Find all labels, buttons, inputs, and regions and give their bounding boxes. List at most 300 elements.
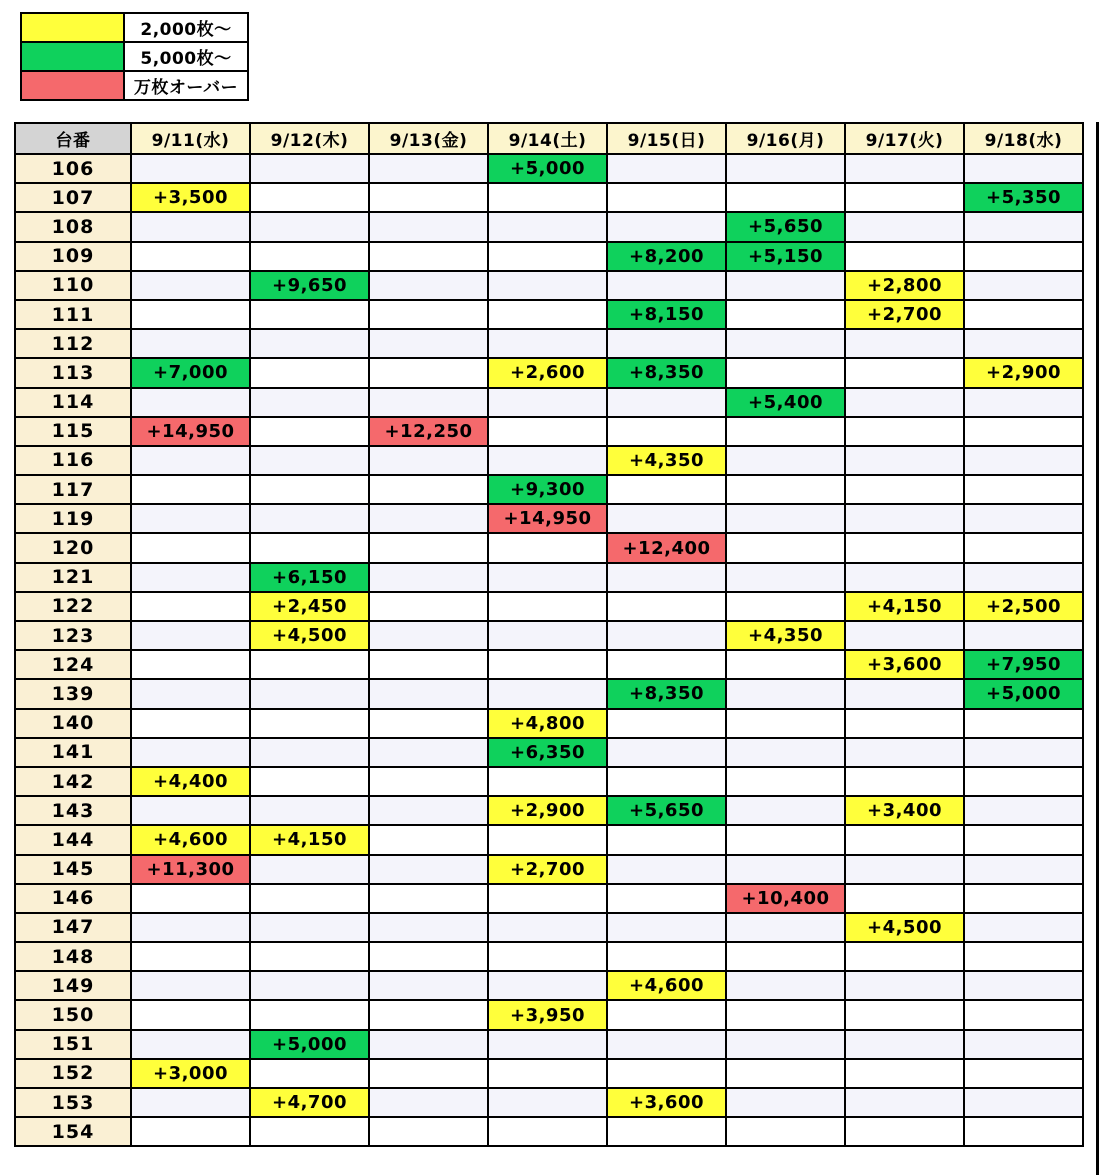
empty-cell [369,183,488,212]
empty-cell [131,679,250,708]
column-header-9/16(月): 9/16(月) [726,123,845,154]
result-cell-green: +8,350 [607,679,726,708]
table-row-144 [15,825,1083,854]
empty-cell [845,504,964,533]
empty-cell [369,1059,488,1088]
empty-cell [726,1059,845,1088]
result-cell-green: +6,350 [488,738,607,767]
empty-cell [726,1117,845,1146]
machine-number-cell: 109 [15,242,131,271]
empty-cell [131,621,250,650]
empty-cell [726,650,845,679]
machine-number-cell: 143 [15,796,131,825]
empty-cell [131,1088,250,1117]
results-table-head [15,123,1083,154]
legend-table [20,12,249,101]
table-row-145 [15,855,1083,884]
result-cell-green: +5,000 [488,154,607,183]
result-cell-yellow: +4,500 [845,913,964,942]
empty-cell [726,504,845,533]
empty-cell [369,913,488,942]
empty-cell [964,1000,1083,1029]
empty-cell [131,913,250,942]
result-cell-red: +10,400 [726,884,845,913]
empty-cell [726,154,845,183]
empty-cell [250,942,369,971]
empty-cell [964,417,1083,446]
corner-header: 台番 [15,123,131,154]
empty-cell [488,183,607,212]
empty-cell [607,475,726,504]
empty-cell [726,271,845,300]
empty-cell [607,1059,726,1088]
empty-cell [488,767,607,796]
result-cell-green: +9,300 [488,475,607,504]
column-header-9/18(水): 9/18(水) [964,123,1083,154]
empty-cell [488,621,607,650]
empty-cell [369,1117,488,1146]
machine-number-cell: 144 [15,825,131,854]
empty-cell [845,825,964,854]
result-cell-yellow: +3,950 [488,1000,607,1029]
empty-cell [250,242,369,271]
empty-cell [131,533,250,562]
empty-cell [964,533,1083,562]
empty-cell [369,709,488,738]
empty-cell [369,1088,488,1117]
header-row [15,123,1083,154]
table-row-150 [15,1000,1083,1029]
empty-cell [250,504,369,533]
empty-cell [131,650,250,679]
result-cell-red: +12,400 [607,533,726,562]
legend-label: 2,000枚〜 [124,13,248,42]
empty-cell [250,913,369,942]
empty-cell [607,709,726,738]
empty-cell [726,417,845,446]
table-row-123 [15,621,1083,650]
empty-cell [250,1000,369,1029]
empty-cell [726,709,845,738]
machine-number-cell: 148 [15,942,131,971]
empty-cell [369,884,488,913]
empty-cell [369,533,488,562]
empty-cell [726,767,845,796]
legend-body [21,13,248,100]
empty-cell [845,679,964,708]
machine-number-cell: 150 [15,1000,131,1029]
machine-number-cell: 121 [15,563,131,592]
empty-cell [369,300,488,329]
machine-number-cell: 147 [15,913,131,942]
empty-cell [250,1059,369,1088]
empty-cell [131,300,250,329]
empty-cell [369,621,488,650]
result-cell-red: +11,300 [131,855,250,884]
result-cell-red: +14,950 [131,417,250,446]
empty-cell [488,417,607,446]
empty-cell [607,825,726,854]
empty-cell [845,621,964,650]
table-row-122 [15,592,1083,621]
legend-row [21,13,248,42]
empty-cell [607,271,726,300]
empty-cell [726,679,845,708]
empty-cell [726,475,845,504]
empty-cell [488,825,607,854]
machine-number-cell: 116 [15,446,131,475]
empty-cell [726,1030,845,1059]
empty-cell [369,329,488,358]
empty-cell [131,212,250,241]
empty-cell [131,475,250,504]
empty-cell [726,913,845,942]
empty-cell [726,1000,845,1029]
empty-cell [607,738,726,767]
result-cell-yellow: +3,600 [607,1088,726,1117]
column-header-9/15(日): 9/15(日) [607,123,726,154]
empty-cell [607,1030,726,1059]
machine-number-cell: 120 [15,533,131,562]
table-row-108 [15,212,1083,241]
empty-cell [488,971,607,1000]
empty-cell [131,709,250,738]
empty-cell [488,446,607,475]
empty-cell [607,855,726,884]
empty-cell [131,563,250,592]
empty-cell [845,971,964,1000]
machine-number-cell: 113 [15,358,131,387]
result-cell-green: +8,150 [607,300,726,329]
empty-cell [726,971,845,1000]
machine-number-cell: 117 [15,475,131,504]
empty-cell [131,1117,250,1146]
adjacent-table-edge [1096,122,1099,1175]
result-cell-yellow: +4,150 [250,825,369,854]
empty-cell [250,679,369,708]
empty-cell [250,417,369,446]
empty-cell [131,446,250,475]
table-row-148 [15,942,1083,971]
empty-cell [964,913,1083,942]
result-cell-yellow: +3,600 [845,650,964,679]
empty-cell [726,825,845,854]
table-row-140 [15,709,1083,738]
table-row-120 [15,533,1083,562]
empty-cell [131,329,250,358]
empty-cell [250,446,369,475]
empty-cell [250,971,369,1000]
empty-cell [607,183,726,212]
empty-cell [964,621,1083,650]
empty-cell [964,971,1083,1000]
empty-cell [845,329,964,358]
result-cell-red: +14,950 [488,504,607,533]
empty-cell [964,271,1083,300]
empty-cell [845,855,964,884]
table-row-111 [15,300,1083,329]
empty-cell [964,709,1083,738]
empty-cell [369,855,488,884]
column-header-9/14(土): 9/14(土) [488,123,607,154]
legend-swatch-green [21,42,124,71]
empty-cell [250,796,369,825]
legend-row [21,71,248,100]
table-row-124 [15,650,1083,679]
empty-cell [250,300,369,329]
empty-cell [845,563,964,592]
empty-cell [131,1000,250,1029]
empty-cell [964,767,1083,796]
table-row-154 [15,1117,1083,1146]
result-cell-green: +7,000 [131,358,250,387]
empty-cell [250,358,369,387]
empty-cell [845,475,964,504]
empty-cell [607,1117,726,1146]
empty-cell [607,621,726,650]
empty-cell [250,212,369,241]
column-header-9/13(金): 9/13(金) [369,123,488,154]
column-header-9/11(水): 9/11(水) [131,123,250,154]
empty-cell [369,446,488,475]
empty-cell [964,1059,1083,1088]
empty-cell [369,592,488,621]
empty-cell [964,563,1083,592]
result-cell-yellow: +2,900 [964,358,1083,387]
empty-cell [607,388,726,417]
empty-cell [369,358,488,387]
empty-cell [488,592,607,621]
empty-cell [488,650,607,679]
empty-cell [131,504,250,533]
empty-cell [607,417,726,446]
empty-cell [726,942,845,971]
empty-cell [726,533,845,562]
table-row-143 [15,796,1083,825]
empty-cell [488,1059,607,1088]
results-table [14,122,1084,1147]
table-row-109 [15,242,1083,271]
machine-number-cell: 146 [15,884,131,913]
machine-number-cell: 123 [15,621,131,650]
empty-cell [369,1000,488,1029]
legend-label: 万枚オーバー [124,71,248,100]
empty-cell [369,504,488,533]
empty-cell [369,738,488,767]
empty-cell [964,942,1083,971]
table-row-112 [15,329,1083,358]
machine-number-cell: 140 [15,709,131,738]
result-cell-yellow: +2,800 [845,271,964,300]
machine-number-cell: 124 [15,650,131,679]
empty-cell [726,446,845,475]
result-cell-green: +8,200 [607,242,726,271]
empty-cell [131,388,250,417]
empty-cell [607,913,726,942]
empty-cell [369,650,488,679]
empty-cell [369,942,488,971]
empty-cell [726,855,845,884]
empty-cell [726,300,845,329]
machine-number-cell: 115 [15,417,131,446]
machine-number-cell: 142 [15,767,131,796]
empty-cell [369,271,488,300]
empty-cell [369,767,488,796]
legend-swatch-red [21,71,124,100]
machine-number-cell: 153 [15,1088,131,1117]
empty-cell [845,1000,964,1029]
empty-cell [607,592,726,621]
result-cell-green: +5,650 [607,796,726,825]
result-cell-yellow: +3,500 [131,183,250,212]
empty-cell [488,1117,607,1146]
empty-cell [845,183,964,212]
machine-number-cell: 145 [15,855,131,884]
result-cell-green: +6,150 [250,563,369,592]
result-cell-green: +8,350 [607,358,726,387]
empty-cell [845,884,964,913]
empty-cell [250,884,369,913]
machine-number-cell: 114 [15,388,131,417]
empty-cell [488,533,607,562]
empty-cell [488,679,607,708]
empty-cell [964,300,1083,329]
empty-cell [726,358,845,387]
empty-cell [845,388,964,417]
empty-cell [488,271,607,300]
empty-cell [964,212,1083,241]
result-cell-yellow: +2,900 [488,796,607,825]
machine-number-cell: 119 [15,504,131,533]
empty-cell [845,1030,964,1059]
machine-number-cell: 108 [15,212,131,241]
empty-cell [488,388,607,417]
empty-cell [726,796,845,825]
result-cell-yellow: +2,450 [250,592,369,621]
table-row-121 [15,563,1083,592]
empty-cell [845,1059,964,1088]
empty-cell [845,446,964,475]
table-row-147 [15,913,1083,942]
result-cell-yellow: +2,500 [964,592,1083,621]
machine-number-cell: 111 [15,300,131,329]
empty-cell [607,212,726,241]
table-row-146 [15,884,1083,913]
empty-cell [369,825,488,854]
empty-cell [250,154,369,183]
empty-cell [250,388,369,417]
table-row-110 [15,271,1083,300]
empty-cell [845,767,964,796]
empty-cell [250,738,369,767]
empty-cell [726,738,845,767]
empty-cell [250,533,369,562]
empty-cell [250,709,369,738]
empty-cell [964,796,1083,825]
result-cell-green: +5,400 [726,388,845,417]
empty-cell [131,738,250,767]
legend-row [21,42,248,71]
result-cell-yellow: +2,700 [488,855,607,884]
empty-cell [964,504,1083,533]
machine-number-cell: 149 [15,971,131,1000]
empty-cell [845,154,964,183]
result-cell-green: +5,000 [964,679,1083,708]
empty-cell [250,1117,369,1146]
empty-cell [607,1000,726,1029]
empty-cell [726,1088,845,1117]
result-cell-yellow: +4,600 [131,825,250,854]
table-row-119 [15,504,1083,533]
empty-cell [131,154,250,183]
result-cell-yellow: +3,000 [131,1059,250,1088]
empty-cell [964,329,1083,358]
empty-cell [726,592,845,621]
empty-cell [131,796,250,825]
result-cell-yellow: +4,600 [607,971,726,1000]
empty-cell [488,563,607,592]
machine-number-cell: 107 [15,183,131,212]
result-cell-red: +12,250 [369,417,488,446]
machine-number-cell: 122 [15,592,131,621]
empty-cell [369,212,488,241]
empty-cell [488,1030,607,1059]
result-cell-yellow: +2,600 [488,358,607,387]
result-cell-yellow: +4,800 [488,709,607,738]
empty-cell [488,942,607,971]
column-header-9/12(木): 9/12(木) [250,123,369,154]
machine-number-cell: 139 [15,679,131,708]
result-cell-green: +5,350 [964,183,1083,212]
empty-cell [964,1030,1083,1059]
empty-cell [607,329,726,358]
empty-cell [964,855,1083,884]
table-row-149 [15,971,1083,1000]
empty-cell [369,563,488,592]
empty-cell [369,475,488,504]
result-cell-green: +5,000 [250,1030,369,1059]
empty-cell [369,796,488,825]
result-cell-yellow: +4,350 [607,446,726,475]
empty-cell [369,679,488,708]
empty-cell [607,942,726,971]
empty-cell [488,300,607,329]
table-row-117 [15,475,1083,504]
column-header-9/17(火): 9/17(火) [845,123,964,154]
machine-number-cell: 151 [15,1030,131,1059]
empty-cell [964,1117,1083,1146]
empty-cell [131,592,250,621]
empty-cell [964,1088,1083,1117]
empty-cell [964,388,1083,417]
table-row-151 [15,1030,1083,1059]
table-row-107 [15,183,1083,212]
empty-cell [369,1030,488,1059]
empty-cell [250,650,369,679]
empty-cell [131,884,250,913]
empty-cell [964,738,1083,767]
machine-number-cell: 154 [15,1117,131,1146]
empty-cell [369,388,488,417]
result-cell-yellow: +2,700 [845,300,964,329]
empty-cell [131,971,250,1000]
empty-cell [488,329,607,358]
table-row-141 [15,738,1083,767]
empty-cell [488,884,607,913]
table-row-139 [15,679,1083,708]
empty-cell [250,475,369,504]
empty-cell [250,329,369,358]
